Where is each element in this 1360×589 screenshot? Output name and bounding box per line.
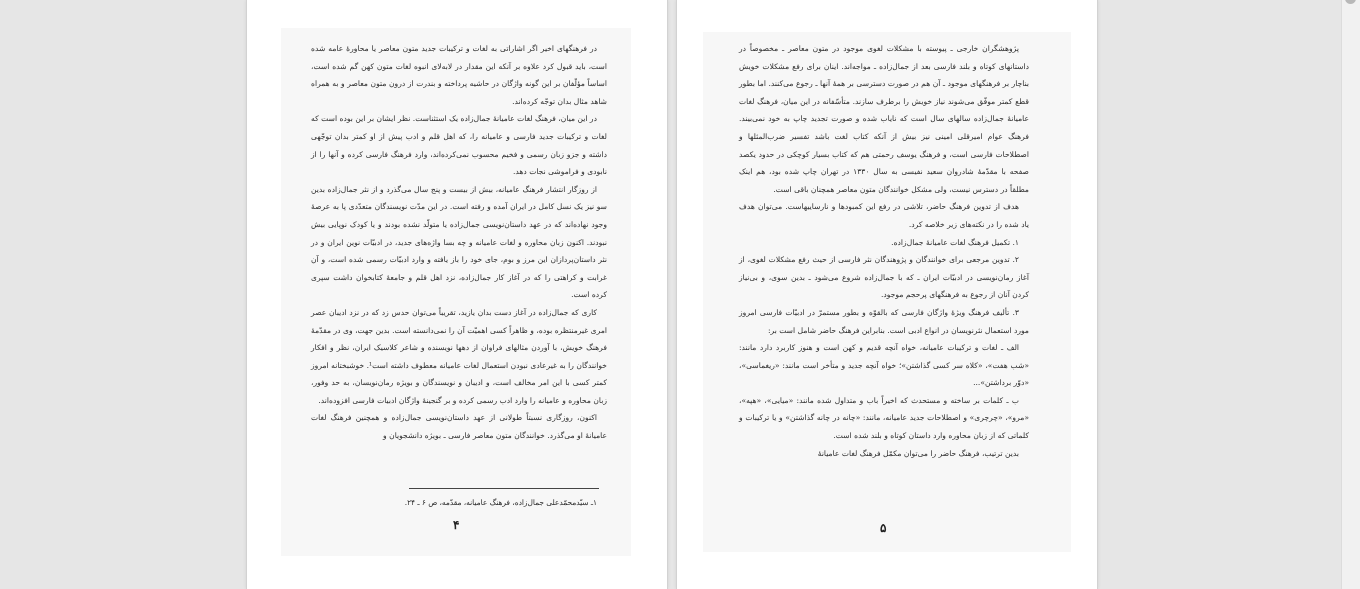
footnote-divider [409, 488, 599, 489]
page-body-text [311, 40, 607, 445]
paragraph: اکنون، روزگاری نسبتاً طولانی از عهد داستان‌نویسی جمال‌زاده و همچنین فرهنگ لغات عامیانهٔ او می‌گذرد. خوانندگان متون معاصر فارسی ـ بویژه دانشجویان و [311, 413, 607, 441]
footnote: ۱ـ سیّدمحمّدعلی جمال‌زاده، فرهنگ عامیانه، مقدّمه، ص ۶ ـ ۲۴. [404, 498, 597, 507]
paragraph: کاری که جمال‌زاده در آغاز دست بدان یازید، تقریباً می‌توان حدس زد که در نزد ادیبان عصر امری غیرمنتظره بوده، و ظاهراً کسی اهمیّت آن را نمی‌دانسته است. بدین جهت، وی در مقدّمهٔ فرهنگ خویش، با آوردن مثالهای فراوان از دهها نویسنده و شاعر کلاسیک ایران، نظر و افکار خوانندگان را به غیرعادی نبودن استعمال لغات عامیانه معطوف داشته است¹. خوشبختانه امروز کمتر کسی با این امر مخالف است، و ادیبان و نویسندگان و بویژه رمان‌نویسان، به حد وفور، زبان محاوره و عامیانه را وارد ادب رسمی کرده و بر گنجینهٔ واژگان ادبیات فارسی افزوده‌اند. [311, 307, 608, 405]
paragraph: ۳. تألیف فرهنگ ویژهٔ واژگان فارسی که بالقوّه و بطور مستمرّ در ادبیّات فارسی امروز مورد استعمال نثرنویسان در انواع ادبی است. بنابراین فرهنگ حاضر شامل است بر: [739, 307, 1029, 335]
page-number: ۴ [453, 518, 460, 532]
paragraph: ۱. تکمیل فرهنگ لغات عامیانهٔ جمال‌زاده. [891, 237, 1019, 247]
page-number: ۵ [880, 521, 887, 535]
paragraph: پژوهشگران خارجی ـ پیوسته با مشکلات لغوی موجود در متون معاصر ـ مخصوصاً در داستانهای کوتاه و بلند فارسی بعد از جمال‌زاده ـ مواجه‌اند. اینان برای رفع مشکلات خویش بناچار بر فرهنگهای موجود ـ آن هم در صورت دسترسی بر همهٔ آنها ـ رجوع می‌کنند. اما بطور قطع کمتر موفّق می‌شوند نیاز خویش را برطرف سازند. متأسّفانه در این میان، فرهنگ لغات عامیانهٔ جمال‌زاده سالهای سال است که نایاب شده و صورت تجدید چاپ به خود نمی‌بیند. فرهنگ عوام امیرقلی امینی نیز بیش از آنکه کتاب لغت باشد تفسیر ضرب‌المثلها و اصطلاحات فارسی است، و فرهنگ یوسف رحمتی هم که کتاب بسیار کوچکی در حدود یکصد صفحه با مقدّمهٔ شادروان سعید نفیسی به سال ۱۳۳۰ در تهران چاپ شده بود، هم اینک مطلقاً در دسترس نیست، ولی مشکل خوانندگان متون معاصر همچنان باقی است. [739, 44, 1029, 194]
page-5 [677, 0, 1097, 589]
paragraph: ۲. تدوین مرجعی برای خوانندگان و پژوهندگان نثر فارسی از حیث رفع مشکلات لغوی، از آغاز رمان‌نویسی در ادبیّات ایران ـ که با جمال‌زاده شروع می‌شود ـ بدین سوی، و بی‌نیاز کردن آنان از رجوع به فرهنگهای پرحجم موجود. [739, 255, 1029, 300]
paragraph: از روزگار انتشار فرهنگ عامیانه، بیش از بیست و پنج سال می‌گذرد و از نثر جمال‌زاده بدین سو نیز یک نسل کامل در ایران آمده و رفته است. در این مدّت نویسندگان متعدّدی پا به عرصهٔ وجود نهاده‌اند که در عهد داستان‌نویسی جمال‌زاده یا متولّد نشده بودند و یا کودک نوپایی بیش نبودند. اکنون زبان محاوره و لغات عامیانه و چه بسا واژه‌های جدید، در ادبیّات نوین ایران و در نثر داستان‌پردازان این مرز و بوم، جای خود را باز یافته و وارد ادبیّات رسمی شده است، و آن غرابت و کراهتی را که در آغاز کار جمال‌زاده، نزد اهل قلم و جامعهٔ کتابخوان داشت سپری کرده است. [311, 184, 607, 300]
paragraph: در این میان، فرهنگ لغات عامیانهٔ جمال‌زاده یک استثناست. نظر ایشان بر این بوده است که لغات و ترکیبات جدید فارسی و عامیانه را، که اهل قلم و ادب پیش از او کمتر بدان توجّهی داشته و جزو زبان رسمی و فخیم محسوب نمی‌کرده‌اند، وارد فرهنگ فارسی کرده و آنها را از نابودی و فراموشی نجات دهد. [311, 114, 607, 177]
paragraph: الف ـ لغات و ترکیبات عامیانه، خواه آنچه قدیم و کهن است و هنوز کاربرد دارد مانند: «شب هفت»، «کلاه سر کسی گذاشتن»؛ خواه آنچه جدید و متأخر است مانند: «ریغماسی»، «دوّر برداشتن»... [739, 343, 1029, 388]
paragraph: در فرهنگهای اخیر اگر اشاراتی به لغات و ترکیبات جدید متون معاصر یا محاورهٔ عامه شده است، باید قبول کرد علاوه بر آنکه این مقدار در لابه‌لای انبوه لغات متون کهن گم شده است، اساساً مؤلّفان بر این گونه واژگان در حاشیه پرداخته و بندرت از درون متون معاصر و به همراه شاهد مثال بدان توجّه کرده‌اند. [311, 44, 607, 106]
page-body-text [739, 40, 1029, 462]
page-4 [247, 0, 667, 589]
paragraph: هدف از تدوین فرهنگ حاضر، تلاشی در رفع این کمبودها و نارساییهاست. می‌توان هدف یاد شده را در نکته‌های زیر خلاصه کرد. [739, 202, 1029, 229]
paragraph: بدین ترتیب، فرهنگ حاضر را می‌توان مکمّل فرهنگ لغات عامیانهٔ [817, 448, 1019, 458]
paragraph: ب ـ کلمات بر ساخته و مستحدث که اخیراً باب و متداول شده مانند: «میایی»، «هپه»، «مرو»، «چرچری» و اصطلاحات جدید عامیانه، مانند: «چانه در چانه گذاشتن» و یا ترکیبات و کلماتی که از زبان محاوره وارد داستان کوتاه و بلند شده است. [739, 395, 1029, 441]
vertical-scrollbar[interactable] [1341, 0, 1360, 589]
